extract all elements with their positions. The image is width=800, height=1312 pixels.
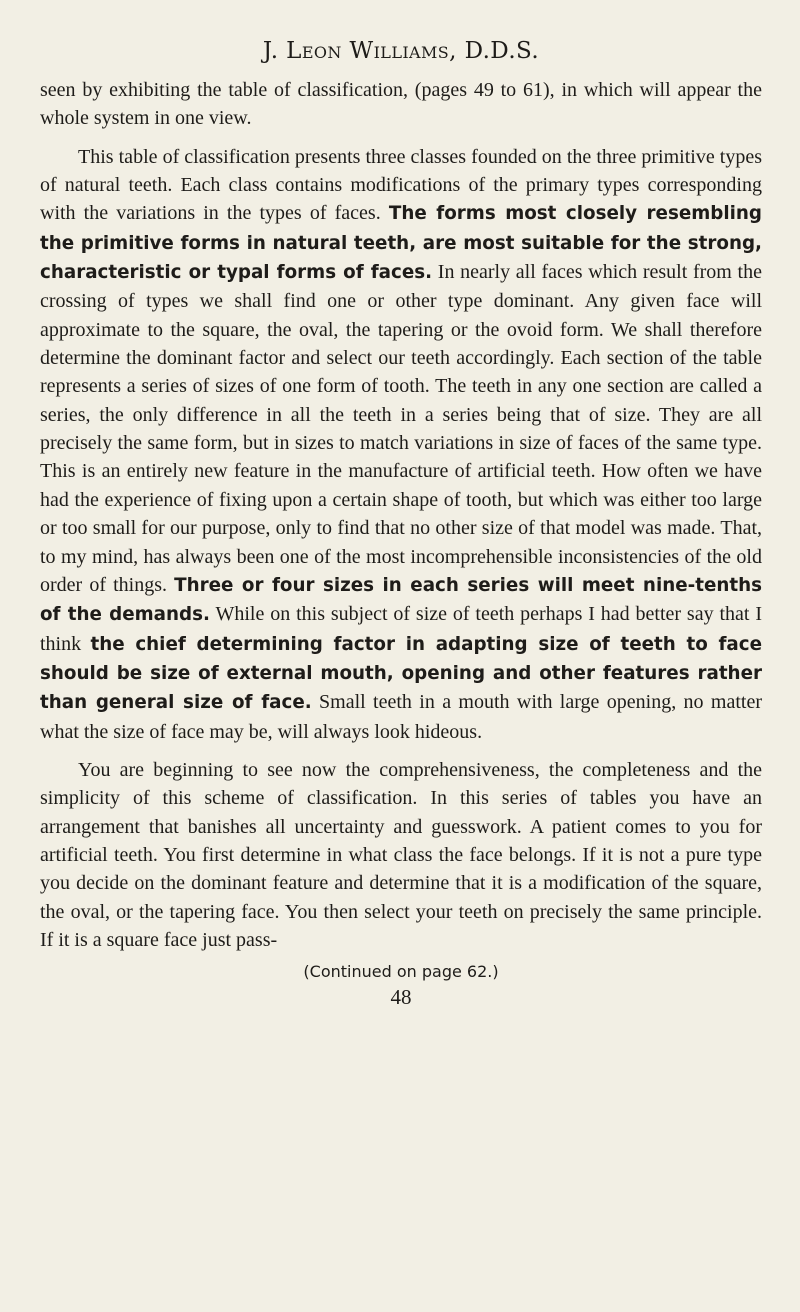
body-text: [40, 76, 762, 954]
paragraph-2-emphasis-c: the chief determining factor in adapting size of teeth to face should be size of external mouth, opening and other features rather than general size of face.: [40, 633, 762, 714]
paragraph-2-emphasis-b: Three or four sizes in each series will meet nine-tenths of the demands.: [40, 574, 762, 626]
paragraph-2: [40, 143, 762, 746]
continued-note: (Continued on page 62.): [303, 962, 499, 982]
paragraph-2-text-a: This table of classification presents three classes founded on the three primitive types of natural teeth. Each class contains modifications of the primary types corresponding with the variations in the types of faces.: [40, 145, 762, 225]
paragraph-2-emphasis-a: The forms most closely resembling the primitive forms in natural teeth, are most suitable for the strong, characteristic or typal forms of faces.: [40, 203, 762, 284]
paragraph-2-text-d: Small teeth in a mouth with large opening, no matter what the size of face may be, will always look hideous.: [40, 691, 762, 743]
paragraph-2-text-b: In nearly all faces which result from the crossing of types we shall find one or other type dominant. Any given face will approximate to the square, the oval, the tapering or the ovoid form. We shall therefore determine the dominant factor and select our teeth accordingly. Each section of the table represents a series of sizes of one form of tooth. The teeth in any one section are called a series, the only difference in all the teeth in a series being that of size. They are all precisely the same form, but in sizes to match variations in size of faces of the same type. This is an entirely new feature in the manufacture of artificial teeth. How often we have had the experience of fixing upon a certain shape of tooth, but which was either too large or too small for our purpose, only to find that no other size of that model was made. That, to my mind, has always been one of the most incomprehensible inconsistencies of the old order of things.: [40, 261, 762, 596]
page-number: 48: [390, 985, 412, 1010]
paragraph-3: You are beginning to see now the comprehensiveness, the completeness and the simplicity of this scheme of classification. In this series of tables you have an arrangement that banishes all uncertainty and guesswork. A patient comes to you for artificial teeth. You first determine in what class the face belongs. If it is not a pure type you decide on the dominant feature and determine that it is a modification of the square, the oval, or the tapering face. You then select your teeth on precisely the same principle. If it is a square face just pass-: [40, 758, 762, 951]
running-head: J. Leon Williams, D.D.S.: [262, 38, 540, 64]
paragraph-2-text-c: While on this subject of size of teeth perhaps I had better say that I think: [40, 603, 762, 655]
paragraph-1: seen by exhibiting the table of classification, (pages 49 to 61), in which will appear the whole system in one view.: [40, 79, 762, 130]
